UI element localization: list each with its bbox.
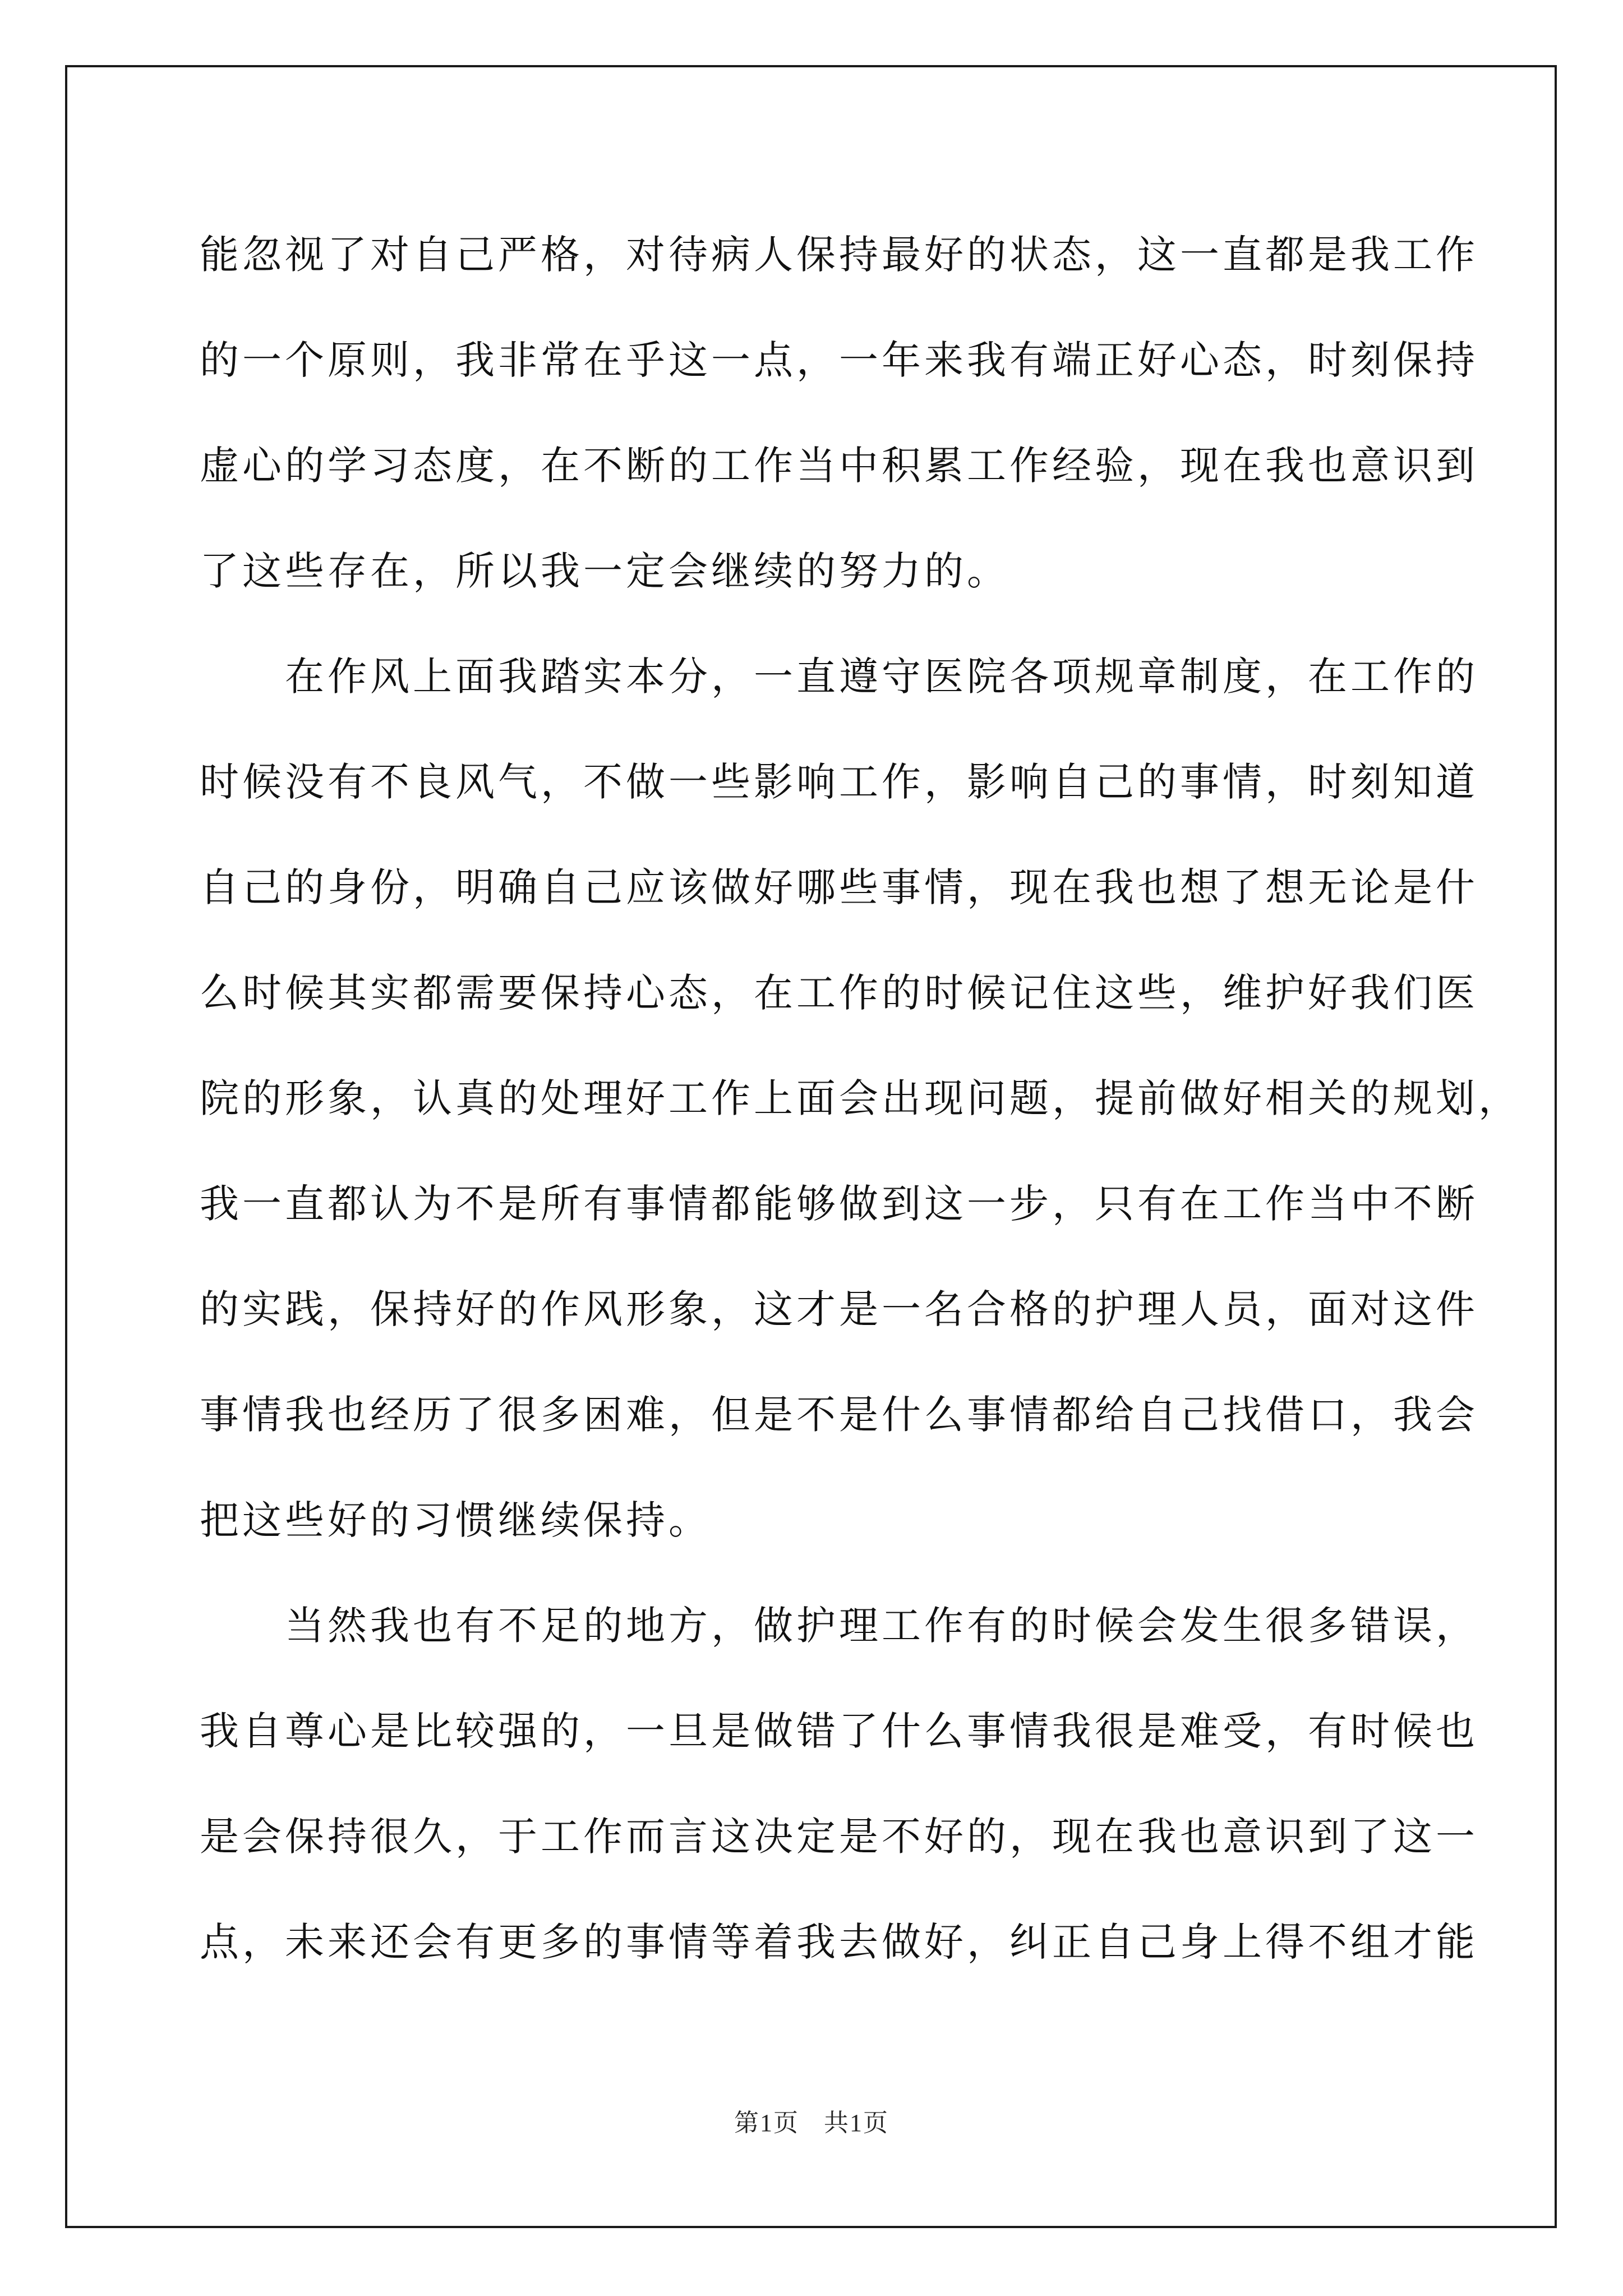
text-line: 了这些存在，所以我一定会继续的努力的。 [200,548,1009,594]
document-body [200,202,1521,1995]
text-line: 虚心的学习态度，在不断的工作当中积累工作经验，现在我也意识到 [200,443,1478,489]
text-line: 么时候其实都需要保持心态，在工作的时候记住这些，维护好我们医 [200,970,1478,1016]
text-line: 当然我也有不足的地方，做护理工作有的时候会发生很多错误， [200,1603,1478,1649]
page-footer [0,2102,1623,2138]
text-line: 把这些好的习惯继续保持。 [200,1497,711,1543]
text-line: 自己的身份，明确自己应该做好哪些事情，现在我也想了想无论是什 [200,864,1478,910]
text-line: 点，未来还会有更多的事情等着我去做好，纠正自己身上得不组才能 [200,1919,1478,1965]
text-line: 事情我也经历了很多困难，但是不是什么事情都给自己找借口，我会 [200,1392,1478,1438]
text-line: 的实践，保持好的作风形象，这才是一名合格的护理人员，面对这件 [200,1286,1478,1332]
text-line: 我自尊心是比较强的，一旦是做错了什么事情我很是难受，有时候也 [200,1708,1478,1754]
page-total: 共1页 [824,2109,889,2137]
page-number: 第1页 [734,2109,799,2137]
text-line: 院的形象，认真的处理好工作上面会出现问题，提前做好相关的规划， [200,1075,1521,1121]
text-line: 能忽视了对自己严格，对待病人保持最好的状态，这一直都是我工作 [200,232,1478,278]
text-line: 的一个原则，我非常在乎这一点，一年来我有端正好心态，时刻保持 [200,337,1478,383]
text-line: 我一直都认为不是所有事情都能够做到这一步，只有在工作当中不断 [200,1181,1478,1227]
text-line: 是会保持很久，于工作而言这决定是不好的，现在我也意识到了这一 [200,1814,1478,1860]
text-line: 时候没有不良风气，不做一些影响工作，影响自己的事情，时刻知道 [200,759,1478,805]
text-line: 在作风上面我踏实本分，一直遵守医院各项规章制度，在工作的 [200,654,1478,700]
